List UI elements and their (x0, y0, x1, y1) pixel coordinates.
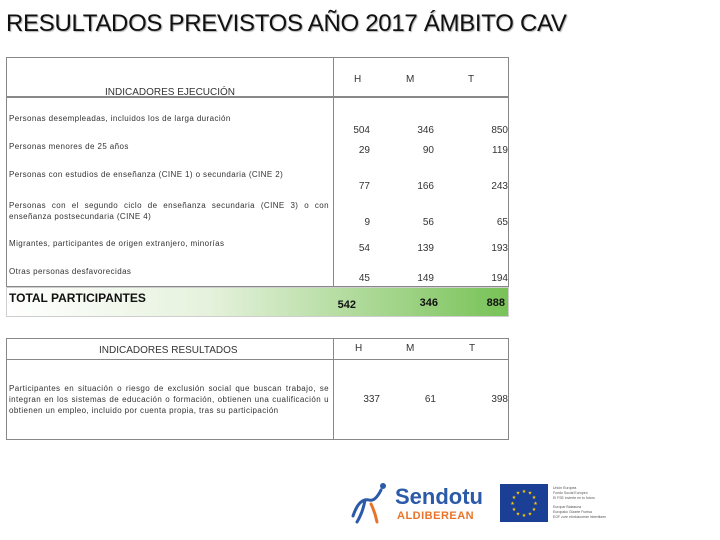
resultados-col-h: H (355, 343, 363, 354)
ejecucion-row-t: 119 (492, 145, 508, 156)
svg-text:★: ★ (533, 501, 538, 507)
ejecucion-col-h: H (354, 74, 362, 85)
svg-text:★: ★ (531, 495, 537, 501)
ejecucion-row-t: 65 (496, 217, 508, 228)
ejecucion-row-t: 193 (491, 243, 508, 254)
resultados-col-m: M (406, 343, 415, 354)
sendotu-figure-icon (345, 478, 395, 526)
ejecucion-row-label: Personas desempleadas, incluidos los de larga duración (9, 114, 231, 123)
ejecucion-header-box (6, 57, 509, 97)
ejecucion-row-m: 56 (422, 217, 434, 228)
svg-text:★: ★ (527, 490, 533, 497)
ejecucion-row-label: Personas menores de 25 años (9, 142, 129, 151)
ejecucion-row-m: 90 (422, 145, 434, 156)
resultados-header-box (6, 338, 509, 360)
ejecucion-row-h: 54 (358, 243, 370, 254)
svg-text:★: ★ (531, 507, 537, 513)
svg-text:★: ★ (510, 501, 515, 507)
sendotu-name: Sendotu (395, 484, 483, 509)
ejecucion-row-m: 149 (417, 273, 434, 284)
svg-text:★: ★ (515, 511, 521, 518)
resultados-row-m: 61 (424, 394, 436, 405)
svg-text:★: ★ (527, 511, 533, 518)
total-t: 888 (486, 297, 505, 309)
ejecucion-row-label: Personas con estudios de enseñanza (CINE 1) o secundaria (CINE 2) (9, 170, 284, 179)
resultados-row-label: Participantes en situación o riesgo de exclusión social que buscan trabajo, se integran en los sistemas de educación o formación, obtienen una cualificación u obtienen un empleo, incluido por cuenta propia, tras su participación (9, 384, 329, 415)
eu-flag-icon (500, 484, 548, 522)
ejecucion-row-label: Otras personas desfavorecidas (9, 267, 132, 276)
total-h: 542 (337, 299, 356, 311)
ejecucion-header: INDICADORES EJECUCIÓN (105, 87, 236, 98)
resultados-row-h: 337 (363, 394, 380, 405)
ejecucion-row-t: 850 (491, 125, 508, 136)
ejecucion-row-m: 139 (417, 243, 434, 254)
ejecucion-row-m: 346 (417, 125, 434, 136)
ejecucion-row-t: 194 (491, 273, 508, 284)
svg-text:★: ★ (515, 490, 521, 497)
ejecucion-row-h: 77 (358, 181, 370, 192)
page-title: RESULTADOS PREVISTOS AÑO 2017 ÁMBITO CAV (6, 10, 567, 37)
ejecucion-row-h: 29 (358, 145, 370, 156)
svg-text:★: ★ (511, 507, 517, 513)
resultados-row-t: 398 (491, 394, 508, 405)
ejecucion-row-h: 504 (353, 125, 370, 136)
sendotu-logo (345, 478, 525, 526)
ejecucion-row-h: 45 (358, 273, 370, 284)
svg-text:★: ★ (511, 495, 517, 501)
total-m: 346 (419, 297, 438, 309)
resultados-col-t: T (469, 343, 476, 354)
ejecucion-row-t: 243 (491, 181, 508, 192)
ejecucion-row-h: 9 (364, 217, 370, 228)
total-label: TOTAL PARTICIPANTES (9, 291, 146, 305)
ejecucion-row-label: Personas con el segundo ciclo de enseñanza secundaria (CINE 3) o con enseñanza postsecundaria (CINE 4) (9, 201, 329, 221)
ejecucion-row-label: Migrantes, participantes de origen extranjero, minorías (9, 239, 225, 248)
eu-stars-icon (500, 484, 548, 522)
resultados-header: INDICADORES RESULTADOS (99, 345, 238, 356)
ejecucion-col-m: M (406, 74, 415, 85)
svg-text:★: ★ (521, 489, 527, 495)
ejecucion-row-m: 166 (417, 181, 434, 192)
ejecucion-col-t: T (468, 74, 475, 85)
aldibe-name: ALDIBEREAN (397, 510, 475, 522)
svg-text:★: ★ (521, 513, 527, 519)
eu-text-block: Unión Europea Fondo Social Europeo El FSE invierte en tu futuro Europar Batasuna Europako Gizarte Funtsa EGF zure etorkizunean inbertitzen (553, 486, 607, 519)
